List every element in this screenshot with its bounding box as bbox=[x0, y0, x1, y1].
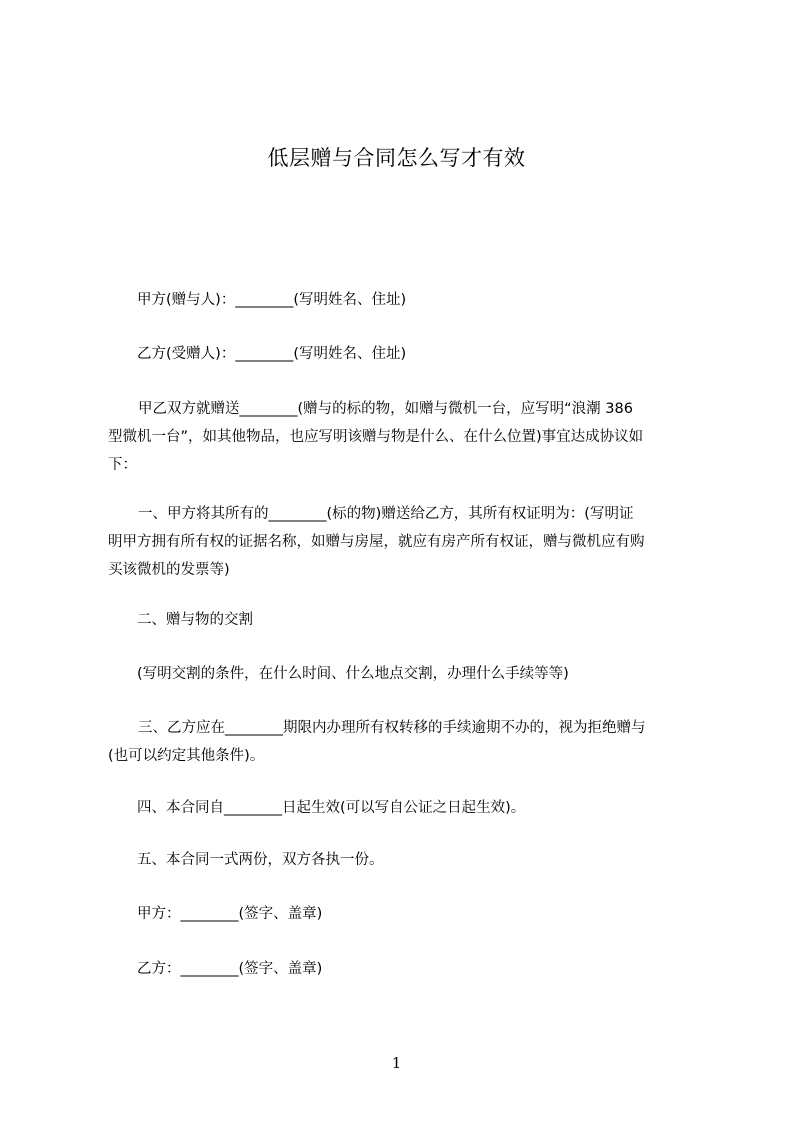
signature-party-b: 乙方：________(签字、盖章) bbox=[137, 961, 323, 977]
clause-1-line-2: 明甲方拥有所有权的证据名称，如赠与房屋，就应有房产所有权证，赠与微机应有购 bbox=[108, 534, 645, 550]
intro-paragraph bbox=[108, 395, 703, 479]
intro-line-3: 下： bbox=[108, 457, 137, 473]
clause-5: 五、本合同一式两份，双方各执一份。 bbox=[137, 852, 384, 868]
signature-party-a: 甲方：________(签字、盖章) bbox=[137, 906, 323, 922]
intro-line-1: 甲乙双方就赠送________(赠与的标的物，如赠与微机一台，应写明“浪潮 386 bbox=[138, 401, 633, 417]
party-a-line: 甲方(赠与人)：________(写明姓名、住址) bbox=[137, 292, 407, 308]
page-number: 1 bbox=[391, 1054, 402, 1072]
clause-3-paragraph bbox=[108, 714, 703, 770]
clause-2-body: (写明交割的条件，在什么时间、什么地点交割，办理什么手续等等) bbox=[137, 666, 569, 682]
intro-line-2: 型微机一台”，如其他物品，也应写明该赠与物是什么、在什么位置)事宜达成协议如 bbox=[108, 429, 644, 445]
party-b-line: 乙方(受赠人)：________(写明姓名、住址) bbox=[137, 346, 407, 362]
clause-4: 四、本合同自________日起生效(可以写自公证之日起生效)。 bbox=[137, 800, 526, 816]
clause-2-heading: 二、赠与物的交割 bbox=[137, 612, 253, 628]
clause-3-line-1: 三、乙方应在________期限内办理所有权转移的手续逾期不办的，视为拒绝赠与 bbox=[138, 720, 646, 736]
clause-1-line-3: 买该微机的发票等) bbox=[108, 562, 230, 578]
clause-3-line-2: (也可以约定其他条件)。 bbox=[108, 748, 265, 764]
clause-1-paragraph bbox=[108, 500, 703, 584]
document-title: 低层赠与合同怎么写才有效 bbox=[267, 146, 526, 170]
clause-1-line-1: 一、甲方将其所有的________(标的物)赠送给乙方，其所有权证明为：(写明证 bbox=[138, 506, 634, 522]
